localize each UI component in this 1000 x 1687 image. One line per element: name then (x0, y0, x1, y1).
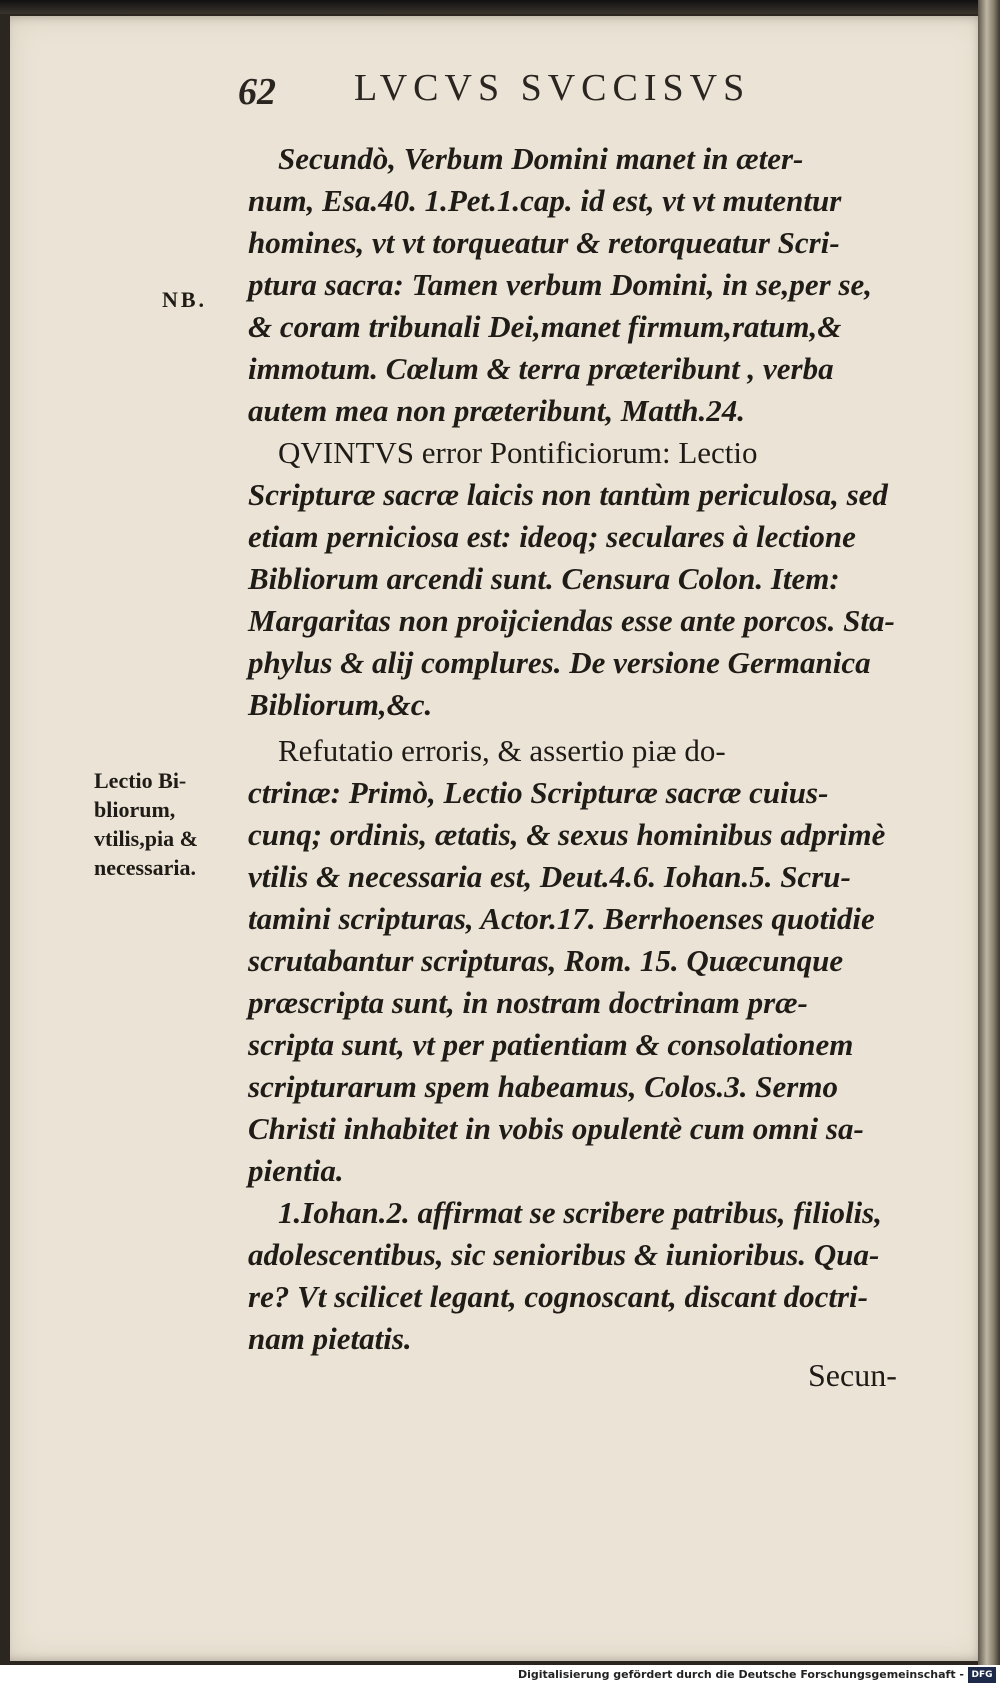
text-line: nam pietatis. (248, 1321, 412, 1356)
text-line: num, Esa.40. 1.Pet.1.cap. id est, vt vt mutentur (248, 183, 842, 218)
footer-bar (0, 1665, 1000, 1687)
paragraph-iohan (248, 1192, 918, 1360)
margin-note-line: necessaria. (94, 855, 197, 880)
margin-note-nb: NB. (162, 287, 208, 312)
page-number: 62 (238, 71, 276, 113)
paragraph-secundo (248, 138, 918, 432)
text-line: re? Vt scilicet legant, cognoscant, discant doctri- (248, 1279, 868, 1314)
footer-credit: Digitalisierung gefördert durch die Deutsche Forschungsgemeinschaft - (517, 1668, 964, 1681)
text-line: ptura sacra: Tamen verbum Domini, in se,per se, (248, 267, 873, 302)
text-line: & coram tribunali Dei,manet firmum,ratum,& (248, 309, 842, 344)
text-line: Bibliorum arcendi sunt. Censura Colon. Item: (248, 561, 840, 596)
text-line: cunq; ordinis, ætatis, & sexus hominibus adprimè (248, 817, 886, 852)
text-line: Margaritas non proijciendas esse ante porcos. Sta- (248, 603, 895, 638)
text-line: Christi inhabitet in vobis opulentè cum omni sa- (248, 1111, 864, 1146)
text-line: scripturarum spem habeamus, Colos.3. Sermo (248, 1069, 838, 1104)
text-line: autem mea non præteribunt, Matth.24. (248, 393, 745, 428)
text-line: pientia. (248, 1153, 344, 1188)
running-head (238, 66, 838, 114)
text-line: homines, vt vt torqueatur & retorqueatur Scri- (248, 225, 840, 260)
main-text (248, 138, 918, 1360)
paragraph-refutatio (248, 730, 918, 1192)
text-line: tamini scripturas, Actor.17. Berrhoenses quotidie (248, 901, 875, 936)
text-line: Bibliorum,&c. (248, 687, 433, 722)
text-line: QVINTVS error Pontificiorum: Lectio (278, 435, 758, 470)
text-line: Secundò, Verbum Domini manet in æter- (278, 141, 804, 176)
text-line: Refutatio erroris, & assertio piæ do- (278, 733, 726, 768)
text-line: vtilis & necessaria est, Deut.4.6. Iohan.5. Scru- (248, 859, 851, 894)
text-line: scripta sunt, vt per patientiam & consolationem (248, 1027, 854, 1062)
text-line: 1.Iohan.2. affirmat se scribere patribus, filiolis, (278, 1195, 882, 1230)
scan-right-edge (978, 0, 1000, 1665)
text-line: adolescentibus, sic senioribus & iunioribus. Qua- (248, 1237, 880, 1272)
text-line: immotum. Cœlum & terra præteribunt , verba (248, 351, 834, 386)
text-line: ctrinæ: Primò, Lectio Scripturæ sacræ cuius- (248, 775, 829, 810)
margin-note-line: vtilis,pia & (94, 826, 198, 851)
margin-note-line: bliorum, (94, 797, 176, 822)
scan-top-edge (0, 0, 1000, 14)
text-line: etiam perniciosa est: ideoq; seculares à lectione (248, 519, 856, 554)
dfg-logo: DFG (968, 1667, 996, 1683)
text-line: præscripta sunt, in nostram doctrinam præ- (248, 985, 808, 1020)
paragraph-quintus (248, 432, 918, 726)
running-title: LVCVS SVCCISVS (354, 67, 751, 109)
text-line: Scripturæ sacræ laicis non tantùm periculosa, sed (248, 477, 888, 512)
text-line: scrutabantur scripturas, Rom. 15. Quæcunque (248, 943, 844, 978)
margin-note-lectio (94, 766, 244, 882)
catchword: Secun- (808, 1357, 897, 1393)
text-line: phylus & alij complures. De versione Germanica (248, 645, 871, 680)
margin-note-line: Lectio Bi- (94, 768, 187, 793)
